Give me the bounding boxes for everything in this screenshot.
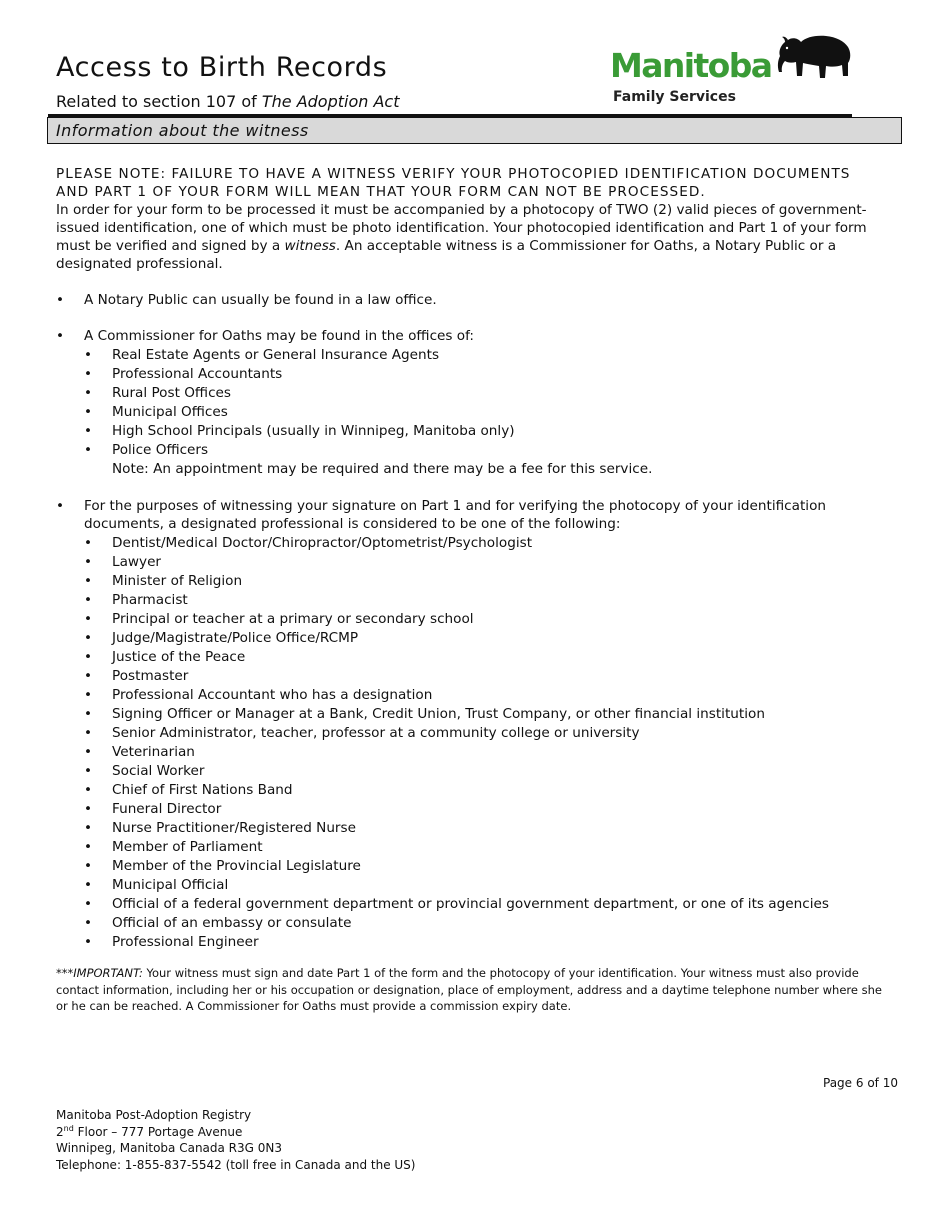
document-subtitle <box>56 92 399 111</box>
intro-text-start: In order for your form to be processed it must be accompanied by a photocopy of TWO (2) valid pieces of government-issued identification, one of which must be photo identification. Your photocopied identification and Part 1 of your form must be verified and signed by a <box>56 202 867 254</box>
commissioner-intro: A Commissioner for Oaths may be found in the offices of: <box>84 328 475 344</box>
list-item: • Municipal Offices <box>84 403 886 422</box>
logo-subtitle: Family Services <box>613 89 736 105</box>
important-label: ***IMPORTANT: <box>56 966 143 980</box>
section-title: Information about the witness <box>56 121 309 140</box>
list-item: • Nurse Practitioner/Registered Nurse <box>84 819 886 838</box>
notary-bullet <box>56 291 886 309</box>
list-item: • Justice of the Peace <box>84 648 886 667</box>
adoption-act-name: The Adoption Act <box>261 92 400 111</box>
list-item: • Municipal Official <box>84 876 886 895</box>
designated-professionals-list <box>84 534 886 952</box>
list-item: • Principal or teacher at a primary or secondary school <box>84 610 886 629</box>
list-item: • Judge/Magistrate/Police Office/RCMP <box>84 629 886 648</box>
commissioner-bullet <box>56 327 886 479</box>
section-header <box>47 117 902 144</box>
designated-professional-bullet <box>56 497 886 952</box>
list-item: • Professional Engineer <box>84 933 886 952</box>
list-item: • Member of Parliament <box>84 838 886 857</box>
list-item <box>84 441 886 479</box>
document-body <box>56 165 886 1015</box>
intro-text-end: . An acceptable witness is a Commissioner for Oaths, a Notary Public or a designated professional. <box>56 238 837 272</box>
list-item: • Veterinarian <box>84 743 886 762</box>
processing-notice: PLEASE NOTE: FAILURE TO HAVE A WITNESS VERIFY YOUR PHOTOCOPIED IDENTIFICATION DOCUMENTS AND PART 1 OF YOUR FORM WILL MEAN THAT YOUR FORM CAN NOT BE PROCESSED. <box>56 166 851 200</box>
list-item: • High School Principals (usually in Winnipeg, Manitoba only) <box>84 422 886 441</box>
important-notice <box>56 965 886 1015</box>
police-officers-label: • Police Officers <box>112 442 209 458</box>
list-item: • Dentist/Medical Doctor/Chiropractor/Optometrist/Psychologist <box>84 534 886 553</box>
appointment-note: Note: An appointment may be required and there may be a fee for this service. <box>112 461 653 477</box>
page-number: Page 6 of 10 <box>823 1076 898 1090</box>
list-item: • Official of a federal government department or provincial government department, or one of its agencies <box>84 895 886 914</box>
list-item: • Signing Officer or Manager at a Bank, Credit Union, Trust Company, or other financial institution <box>84 705 886 724</box>
list-item: • Professional Accountants <box>84 365 886 384</box>
footer-street: Floor – 777 Portage Avenue <box>73 1124 243 1139</box>
list-item: • Member of the Provincial Legislature <box>84 857 886 876</box>
footer-floor-suffix: nd <box>63 1123 74 1133</box>
list-item: • Senior Administrator, teacher, professor at a community college or university <box>84 724 886 743</box>
footer-city: Winnipeg, Manitoba Canada R3G 0N3 <box>56 1141 283 1155</box>
subtitle-prefix: Related to section 107 of <box>56 92 262 111</box>
list-item: • Official of an embassy or consulate <box>84 914 886 933</box>
footer-registry-name: Manitoba Post-Adoption Registry <box>56 1108 252 1122</box>
bison-icon <box>776 34 854 84</box>
commissioner-locations-list <box>84 346 886 479</box>
list-item: • Minister of Religion <box>84 572 886 591</box>
list-item: • Social Worker <box>84 762 886 781</box>
designated-intro: For the purposes of witnessing your signature on Part 1 and for verifying the photocopy of your identification documents, a designated professional is considered to be one of the following: <box>84 498 827 532</box>
footer-street-address <box>56 1124 415 1141</box>
registry-address <box>56 1107 415 1173</box>
witness-types-list <box>56 291 886 952</box>
intro-paragraph <box>56 201 886 273</box>
list-item: • Funeral Director <box>84 800 886 819</box>
list-item: • Real Estate Agents or General Insurance Agents <box>84 346 886 365</box>
manitoba-logo <box>610 34 855 112</box>
intro-emphasis: witness <box>284 238 336 254</box>
list-item: • Chief of First Nations Band <box>84 781 886 800</box>
list-item: • Pharmacist <box>84 591 886 610</box>
footer-floor-number: 2 <box>56 1124 64 1139</box>
notary-text: A Notary Public can usually be found in a law office. <box>84 292 437 308</box>
important-text: Your witness must sign and date Part 1 of the form and the photocopy of your identification. Your witness must also provide contact information, including her or his occupation or designation, place of employment, address and a daytime telephone number where she or he can be reached. A Commissioner for Oaths must provide a commission expiry date. <box>56 966 882 1013</box>
list-item: • Rural Post Offices <box>84 384 886 403</box>
list-item: • Postmaster <box>84 667 886 686</box>
logo-wordmark: Manitoba <box>610 46 772 85</box>
list-item: • Professional Accountant who has a designation <box>84 686 886 705</box>
footer-telephone: Telephone: 1-855-837-5542 (toll free in Canada and the US) <box>56 1157 416 1172</box>
document-title: Access to Birth Records <box>56 52 388 83</box>
list-item: • Lawyer <box>84 553 886 572</box>
